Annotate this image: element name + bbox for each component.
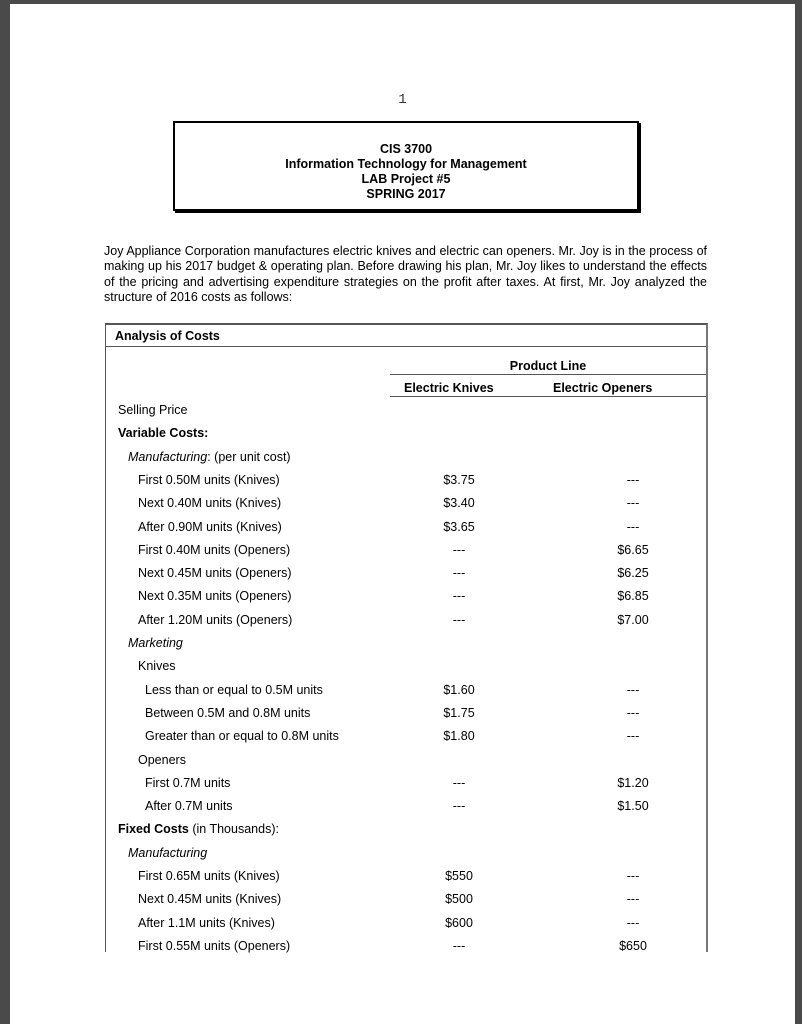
cell-openers: $7.00 xyxy=(617,612,649,627)
cell-openers: $650 xyxy=(619,938,647,953)
cell-openers: $1.20 xyxy=(617,775,649,790)
cell-knives: $600 xyxy=(445,915,473,930)
document-page xyxy=(10,4,795,1024)
cell-knives: --- xyxy=(452,589,466,604)
table-row xyxy=(106,843,706,863)
cell-knives: $1.80 xyxy=(443,729,475,744)
cell-knives: $3.40 xyxy=(443,496,475,511)
table-row xyxy=(106,493,706,513)
row-label: Next 0.40M units (Knives) xyxy=(138,496,282,511)
row-label: After 0.90M units (Knives) xyxy=(138,519,282,534)
intro-paragraph: Joy Appliance Corporation manufactures electric knives and electric can openers. Mr. Joy is in the process of making up his 2017 budget & operating plan. Before drawing his plan, Mr. Joy likes to understand the effects of the pricing and advertising expenditure strategies on the profit after taxes. At first, Mr. Joy analyzed the structure of 2016 costs as follows: xyxy=(104,244,707,304)
cell-knives: $500 xyxy=(445,892,473,907)
row-label: Marketing xyxy=(128,636,183,650)
cell-openers: $6.85 xyxy=(617,589,649,604)
table-row xyxy=(106,633,706,653)
row-label: Variable Costs: xyxy=(118,426,209,441)
table-row xyxy=(106,703,706,723)
table-row xyxy=(106,913,706,933)
column-header-openers: Electric Openers xyxy=(553,381,653,395)
table-row xyxy=(106,447,706,467)
cell-openers: --- xyxy=(626,869,640,883)
header-divider xyxy=(390,396,706,397)
cell-openers: --- xyxy=(626,915,640,930)
row-label: First 0.65M units (Knives) xyxy=(138,869,280,883)
table-row xyxy=(106,889,706,909)
table-row xyxy=(106,517,706,537)
table-row xyxy=(106,423,706,443)
cell-knives: --- xyxy=(452,566,466,581)
cell-knives: --- xyxy=(452,938,466,953)
row-label: After 1.20M units (Openers) xyxy=(138,612,293,627)
table-row xyxy=(106,540,706,560)
table-row xyxy=(106,563,706,583)
cell-openers: --- xyxy=(626,472,640,487)
table-row xyxy=(106,796,706,816)
row-label: Next 0.35M units (Openers) xyxy=(138,589,292,604)
cell-knives: $1.75 xyxy=(443,705,475,720)
table-row xyxy=(106,936,706,956)
cell-openers: --- xyxy=(626,519,640,534)
row-label: First 0.50M units (Knives) xyxy=(138,472,280,487)
group-header: Product Line xyxy=(390,359,706,375)
cell-openers: --- xyxy=(626,496,640,511)
cell-openers: $6.25 xyxy=(617,566,649,581)
cell-knives: $1.60 xyxy=(443,682,475,697)
table-row xyxy=(106,586,706,606)
cell-openers: --- xyxy=(626,705,640,720)
column-header-knives: Electric Knives xyxy=(404,381,494,395)
table-row xyxy=(106,819,706,839)
table-row xyxy=(106,750,706,770)
row-label: Openers xyxy=(138,752,186,767)
course-code: CIS 3700 xyxy=(379,142,433,156)
cell-knives: $550 xyxy=(445,869,473,883)
row-label: Next 0.45M units (Knives) xyxy=(138,892,282,907)
row-label: Selling Price xyxy=(118,403,188,417)
row-label: Fixed Costs (in Thousands): xyxy=(118,822,279,837)
table-row xyxy=(106,773,706,793)
row-label: First 0.7M units xyxy=(145,775,231,790)
cost-analysis-table xyxy=(105,323,708,952)
cell-openers: --- xyxy=(626,682,640,697)
row-label: First 0.55M units (Openers) xyxy=(138,938,291,953)
table-row xyxy=(106,610,706,630)
cell-openers: $1.50 xyxy=(617,799,649,814)
cell-openers: --- xyxy=(626,892,640,907)
row-label: Next 0.45M units (Openers) xyxy=(138,566,292,581)
row-label: Manufacturing: (per unit cost) xyxy=(128,449,291,464)
row-label: Greater than or equal to 0.8M units xyxy=(145,729,339,744)
page-number: 1 xyxy=(398,92,407,108)
table-row xyxy=(106,470,706,490)
table-title: Analysis of Costs xyxy=(106,325,706,347)
cell-knives: --- xyxy=(452,775,466,790)
project-name: LAB Project #5 xyxy=(361,172,451,186)
row-label: First 0.40M units (Openers) xyxy=(138,542,291,557)
cell-knives: $3.65 xyxy=(443,519,475,534)
cell-knives: --- xyxy=(452,612,466,627)
row-label: After 0.7M units xyxy=(145,799,233,814)
table-row xyxy=(106,866,706,886)
table-row xyxy=(106,400,706,420)
cell-knives: --- xyxy=(452,542,466,557)
cell-openers: $6.65 xyxy=(617,542,649,557)
row-label: Manufacturing xyxy=(128,845,208,860)
semester: SPRING 2017 xyxy=(366,187,446,201)
row-label: After 1.1M units (Knives) xyxy=(138,915,275,930)
table-row xyxy=(106,726,706,746)
course-name: Information Technology for Management xyxy=(285,157,527,171)
cell-openers: --- xyxy=(626,729,640,744)
cell-knives: $3.75 xyxy=(443,472,475,487)
row-label: Between 0.5M and 0.8M units xyxy=(145,705,311,720)
table-row xyxy=(106,680,706,700)
cell-knives: --- xyxy=(452,799,466,814)
table-row xyxy=(106,656,706,676)
row-label: Less than or equal to 0.5M units xyxy=(145,682,323,697)
title-box xyxy=(173,121,639,211)
row-label: Knives xyxy=(138,659,176,674)
